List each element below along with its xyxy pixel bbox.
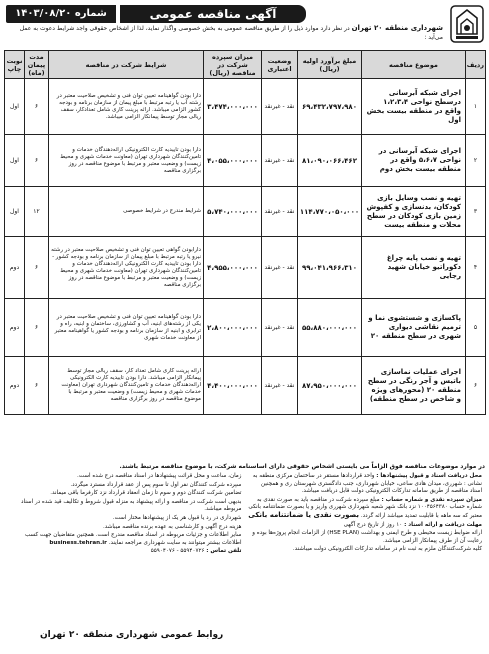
intro-rest: در نظر دارد موارد ذیل را از طریق مناقصه عمومی به بخش خصوصی واگذار نماید، لذا از اشخاص حقوقی واجد شرایط دعوت به عمل می‌آید : bbox=[19, 25, 443, 41]
term-deposit-account bbox=[248, 497, 483, 521]
table-row bbox=[5, 79, 486, 135]
cell-conditions: دارا بودن تاییدیه کارت الکترونیکی ارائه‌دهندگان خدمات و تامین‌کنندگان شهرداری تهران (معاونت خدمات شهری و محیط زیست) و وضعیت معتبر و مرتبط با موضوع مناقصه در روز برگزاری مناقصه bbox=[49, 135, 204, 187]
header-estimate: مبلغ برآورد اولیه (ریال) bbox=[298, 51, 362, 79]
header-turn: نوبت چاپ bbox=[5, 51, 25, 79]
notice-number: شماره ۱۴۰۳/۰۸/۲۰ bbox=[6, 5, 116, 23]
cell-conditions: دارابودن گواهی تعیین توان فنی و تشخیص صلاحیت معتبر در رشته نیرو یا رتبه مرتبط با مبلغ پیمان از سازمان برنامه و بودجه کشور - دارا بودن تاییدیه کارت الکترونیکی ارائه‌دهندگان خدمات و تامین‌کنندگان شهرداری تهران (معاونت خدمات شهری و محیط زیست) و وضعیت معتبر و مرتبط با موضوع مناقصه در روز برگزاری مناقصه bbox=[49, 237, 204, 299]
cell-row-number: ۵ bbox=[466, 299, 486, 357]
cell-row-number: ۶ bbox=[466, 357, 486, 415]
table-row bbox=[5, 357, 486, 415]
cell-estimate: ۶۹،۴۳۲،۷۹۷،۹۸۰ bbox=[298, 79, 362, 135]
term-deadline-text: ۱۰ روز از تاریخ درج آگهی bbox=[343, 521, 403, 528]
cell-estimate: ۹۹،۰۴۱،۹۶۶،۳۱۰ bbox=[298, 237, 362, 299]
cell-credit: نقد - غیرنقد bbox=[262, 299, 298, 357]
cell-deposit: ۳،۴۷۴،۰۰۰،۰۰۰ bbox=[204, 79, 262, 135]
cell-duration: ۶ bbox=[25, 237, 49, 299]
cell-turn: اول bbox=[5, 79, 25, 135]
cell-row-number: ۲ bbox=[466, 135, 486, 187]
header-row-number: ردیف bbox=[466, 51, 486, 79]
cell-duration: ۶ bbox=[25, 299, 49, 357]
cell-subject: اجرای عملیات نماسازی باتیس و آجر رنگی در سطح منطقه ۲۰ (محورهای ویژه و شاخص در سطح منطقه) bbox=[362, 357, 466, 415]
cell-row-number: ۱ bbox=[466, 79, 486, 135]
cell-estimate: ۸۱،۰۹۰،۰۶۶،۴۶۲ bbox=[298, 135, 362, 187]
cell-deposit: ۲،۸۰۰،۰۰۰،۰۰۰ bbox=[204, 299, 262, 357]
website-link[interactable]: business.tehran.ir bbox=[49, 539, 107, 546]
cell-estimate: ۱۱۴،۷۷۰،۰۵۰،۰۰۰ bbox=[298, 187, 362, 237]
cell-subject: تهیه و نصب پایه چراغ دکوراتیو خیابان شهید رجایی bbox=[362, 237, 466, 299]
cell-duration: ۶ bbox=[25, 135, 49, 187]
term-deadline bbox=[248, 522, 483, 530]
cell-credit: نقد - غیرنقد bbox=[262, 357, 298, 415]
signature: روابط عمومی شهرداری منطقه ۲۰ تهران bbox=[40, 630, 224, 640]
cell-subject: اجرای شبکه آبرسانی در نواحی ۵،۶،۷ واقع در منطقه بیست بخش دوم bbox=[362, 135, 466, 187]
cell-duration: ۱۲ bbox=[25, 187, 49, 237]
term-guarantees: تضامین شرکت کنندگان دوم و سوم تا زمان انعقاد قرارداد نزد کارفرما باقی میماند. bbox=[50, 490, 242, 497]
cell-estimate: ۸۷،۹۵۰،۰۰۰،۰۰۰ bbox=[298, 357, 362, 415]
term-documents-location bbox=[248, 473, 483, 496]
term-more-info-text: سایر اطلاعات و جزئیات مربوطه در اسناد مناقصه مندرج است. همچنین متقاضیان جهت کسب اطلاعات بیشتر میتوانند به سایت شهرداری مراجعه نمایند. bbox=[25, 532, 242, 546]
header-subject: موضوع مناقصه bbox=[362, 51, 466, 79]
term-documents-location-title: محل دریافت اسناد و قبول پیشنهادها : bbox=[376, 473, 482, 479]
note-line: در موارد موضوعات مناقصه فوق الزاماً می بایستی اشخاص حقوقی دارای اساسنامه شرکت، با موضوع مناقصه مرتبط باشند. bbox=[119, 463, 485, 470]
table-row bbox=[5, 187, 486, 237]
cell-credit: نقد - غیرنقد bbox=[262, 135, 298, 187]
cell-row-number: ۴ bbox=[466, 237, 486, 299]
cell-turn: دوم bbox=[5, 299, 25, 357]
cell-row-number: ۳ bbox=[466, 187, 486, 237]
cell-credit: نقد - غیرنقد bbox=[262, 187, 298, 237]
cell-subject: پاکسازی و شستشوی نما و ترمیم نقاشی دیواری شهری در سطح منطقه ۲۰ bbox=[362, 299, 466, 357]
tehran-municipality-logo-icon bbox=[449, 4, 485, 44]
term-documents-location-text: واحد قراردادها مستقر در ساختمان مرکزی منطقه به نشانی : شهرری، میدان هادی ساعی، خیابان شهرداری، جنب دادگستری شهرستان ری و همچنین اسناد مناقصه از طریق سامانه تدارکات الکترونیکی دولت قابل دریافت میباشد. bbox=[252, 473, 482, 495]
term-deadline-title: مهلت دریافت و ارائه اسناد : bbox=[404, 521, 482, 528]
term-more-info bbox=[7, 532, 242, 547]
terms-right-column bbox=[245, 473, 486, 651]
table-row bbox=[5, 237, 486, 299]
title-banner bbox=[6, 5, 306, 23]
cell-conditions: دارا بودن گواهینامه تعیین توان فنی و تشخیص صلاحیت معتبر در یکی از رشته‌های ابنیه، آب و کشاورزی، ساختمان و ابنیه، راه و ترابری و ابنیه از سازمان برنامه و بودجه کشور یا گواهینامه معتبر از معاونت خدمات شهری bbox=[49, 299, 204, 357]
phone-number: ۵۵۹۴۰۷۲۶ - ۵۵۹۰۴۰۷۶ bbox=[150, 548, 205, 555]
terms-section bbox=[4, 473, 485, 651]
cell-turn: اول bbox=[5, 187, 25, 237]
cell-turn: دوم bbox=[5, 237, 25, 299]
cell-turn: اول bbox=[5, 135, 25, 187]
term-deposit-account-text: مبلغ سپرده شرکت در مناقصه باید به صورت نقدی به شماره حساب ۱۰۰۴۵۶۴۳۸۰ نزد بانک شهر شعبه شهرداری شهرری واریز و یا بصورت ضمانتنامه بانکی معتبر که سه ماهه با قابلیت تمدید میباشد ارائه گردد. bbox=[248, 496, 482, 519]
header-duration: مدت پیمان (ماه) bbox=[25, 51, 49, 79]
cell-deposit: ۴،۰۵۵،۰۰۰،۰۰۰ bbox=[204, 135, 262, 187]
term-phone bbox=[7, 548, 242, 556]
cell-deposit: ۵،۷۴۰،۰۰۰،۰۰۰ bbox=[204, 187, 262, 237]
term-deposit-account-title: میزان سپرده نقدی و شماره حساب : bbox=[381, 496, 482, 503]
header-credit: وضعیت اعتباری bbox=[262, 51, 298, 79]
cell-subject: تهیه و نصب وسایل بازی کودکان، بدنسازی و کفپوش زمین بازی کودکان در سطح محلات و منطقه بیست bbox=[362, 187, 466, 237]
phone-label: تلفن تماس : bbox=[206, 548, 242, 555]
term-deposit-emphasis: بصورت نقدی یا ضمانتنامه بانکی bbox=[248, 510, 360, 519]
cell-deposit: ۴،۹۵۵،۰۰۰،۰۰۰ bbox=[204, 237, 262, 299]
cell-credit: نقد - غیرنقد bbox=[262, 79, 298, 135]
cell-conditions: ارائه پرینت کاری شامل تعداد کار، سقف ریالی مجاز توسط پیمانکار الزامی میباشد. دارا بودن تاییدیه کارت الکترونیکی ارائه‌دهندگان خدمات و تامین‌کنندگان شهرداری تهران (معاونت خدمات شهری و محیط زیست) و وضعیت معتبر و مرتبط با موضوع مناقصه در روز برگزاری مناقصه bbox=[49, 357, 204, 415]
table-row bbox=[5, 135, 486, 187]
notice-title: آگهی مناقصه عمومی bbox=[120, 5, 306, 23]
cell-duration: ۶ bbox=[25, 79, 49, 135]
term-opening-time: زمان، ساعت و محل قرائت پیشنهادها در اسناد مناقصه درج شده است. bbox=[77, 473, 242, 479]
table-row bbox=[5, 299, 486, 357]
term-deposit-return: سپرده شرکت کنندگان نفر اول تا سوم پس از عقد قرارداد مسترد میگردد. bbox=[70, 481, 242, 488]
table-header-row bbox=[5, 51, 486, 79]
org-name: شهرداری منطقه ۲۰ تهران bbox=[351, 24, 443, 32]
header-conditions: شرایط شرکت در مناقصه bbox=[49, 51, 204, 79]
term-registration: کلیه شرکت‌کنندگان ملزم به ثبت نام در سامانه تدارکات الکترونیکی دولت میباشند. bbox=[292, 546, 482, 553]
notice-header bbox=[2, 2, 487, 50]
terms-left-column bbox=[4, 473, 245, 651]
cell-subject: اجرای شبکه آبرسانی درسطح نواحی ۱،۲،۳،۴ واقع در منطقه بیست بخش اول bbox=[362, 79, 466, 135]
cell-duration: ۶ bbox=[25, 357, 49, 415]
header-deposit: میزان سپرده شرکت در مناقصه (ریال) bbox=[204, 51, 262, 79]
cell-credit: نقد - غیرنقد bbox=[262, 237, 298, 299]
intro-text bbox=[13, 24, 443, 42]
cell-estimate: ۵۵،۸۸۰،۰۰۰،۰۰۰ bbox=[298, 299, 362, 357]
tender-table bbox=[4, 50, 486, 415]
term-hse: ارائه ضوابط زیست محیطی و طرح ایمنی و بهداشت (HSE PLAN) از الزامات انجام پروژه‌ها بوده و رعایت آن از طرف پیمانکار الزامی میباشد. bbox=[252, 530, 482, 544]
term-ad-cost: هزینه درج آگهی و کارشناسی به عهده برنده مناقصه میباشد. bbox=[102, 523, 242, 530]
cell-deposit: ۴،۴۰۰،۰۰۰،۰۰۰ bbox=[204, 357, 262, 415]
cell-turn: دوم bbox=[5, 357, 25, 415]
cell-conditions: دارا بودن گواهینامه تعیین توان فنی و تشخیص صلاحیت معتبر در رشته آب یا رتبه مرتبط با مبلغ پیمان از سازمان برنامه و بودجه کشور الزامی میباشد. ارائه پرینت کاری شامل تعدادکار، سقف ریالی مجاز توسط پیمانکار الزامی میباشد. bbox=[49, 79, 204, 135]
term-acceptance: بدیهی است شرکت در مناقصه و ارائه پیشنهاد به منزله قبول شروط و تکالیف قید شده در اسناد مربوطه میباشد. bbox=[21, 498, 242, 513]
cell-conditions: شرایط مندرج در شرایط خصوصی bbox=[49, 187, 204, 237]
term-rights: شهرداری در رد یا قبول هر یک از پیشنهادها مختار است. bbox=[112, 514, 242, 521]
